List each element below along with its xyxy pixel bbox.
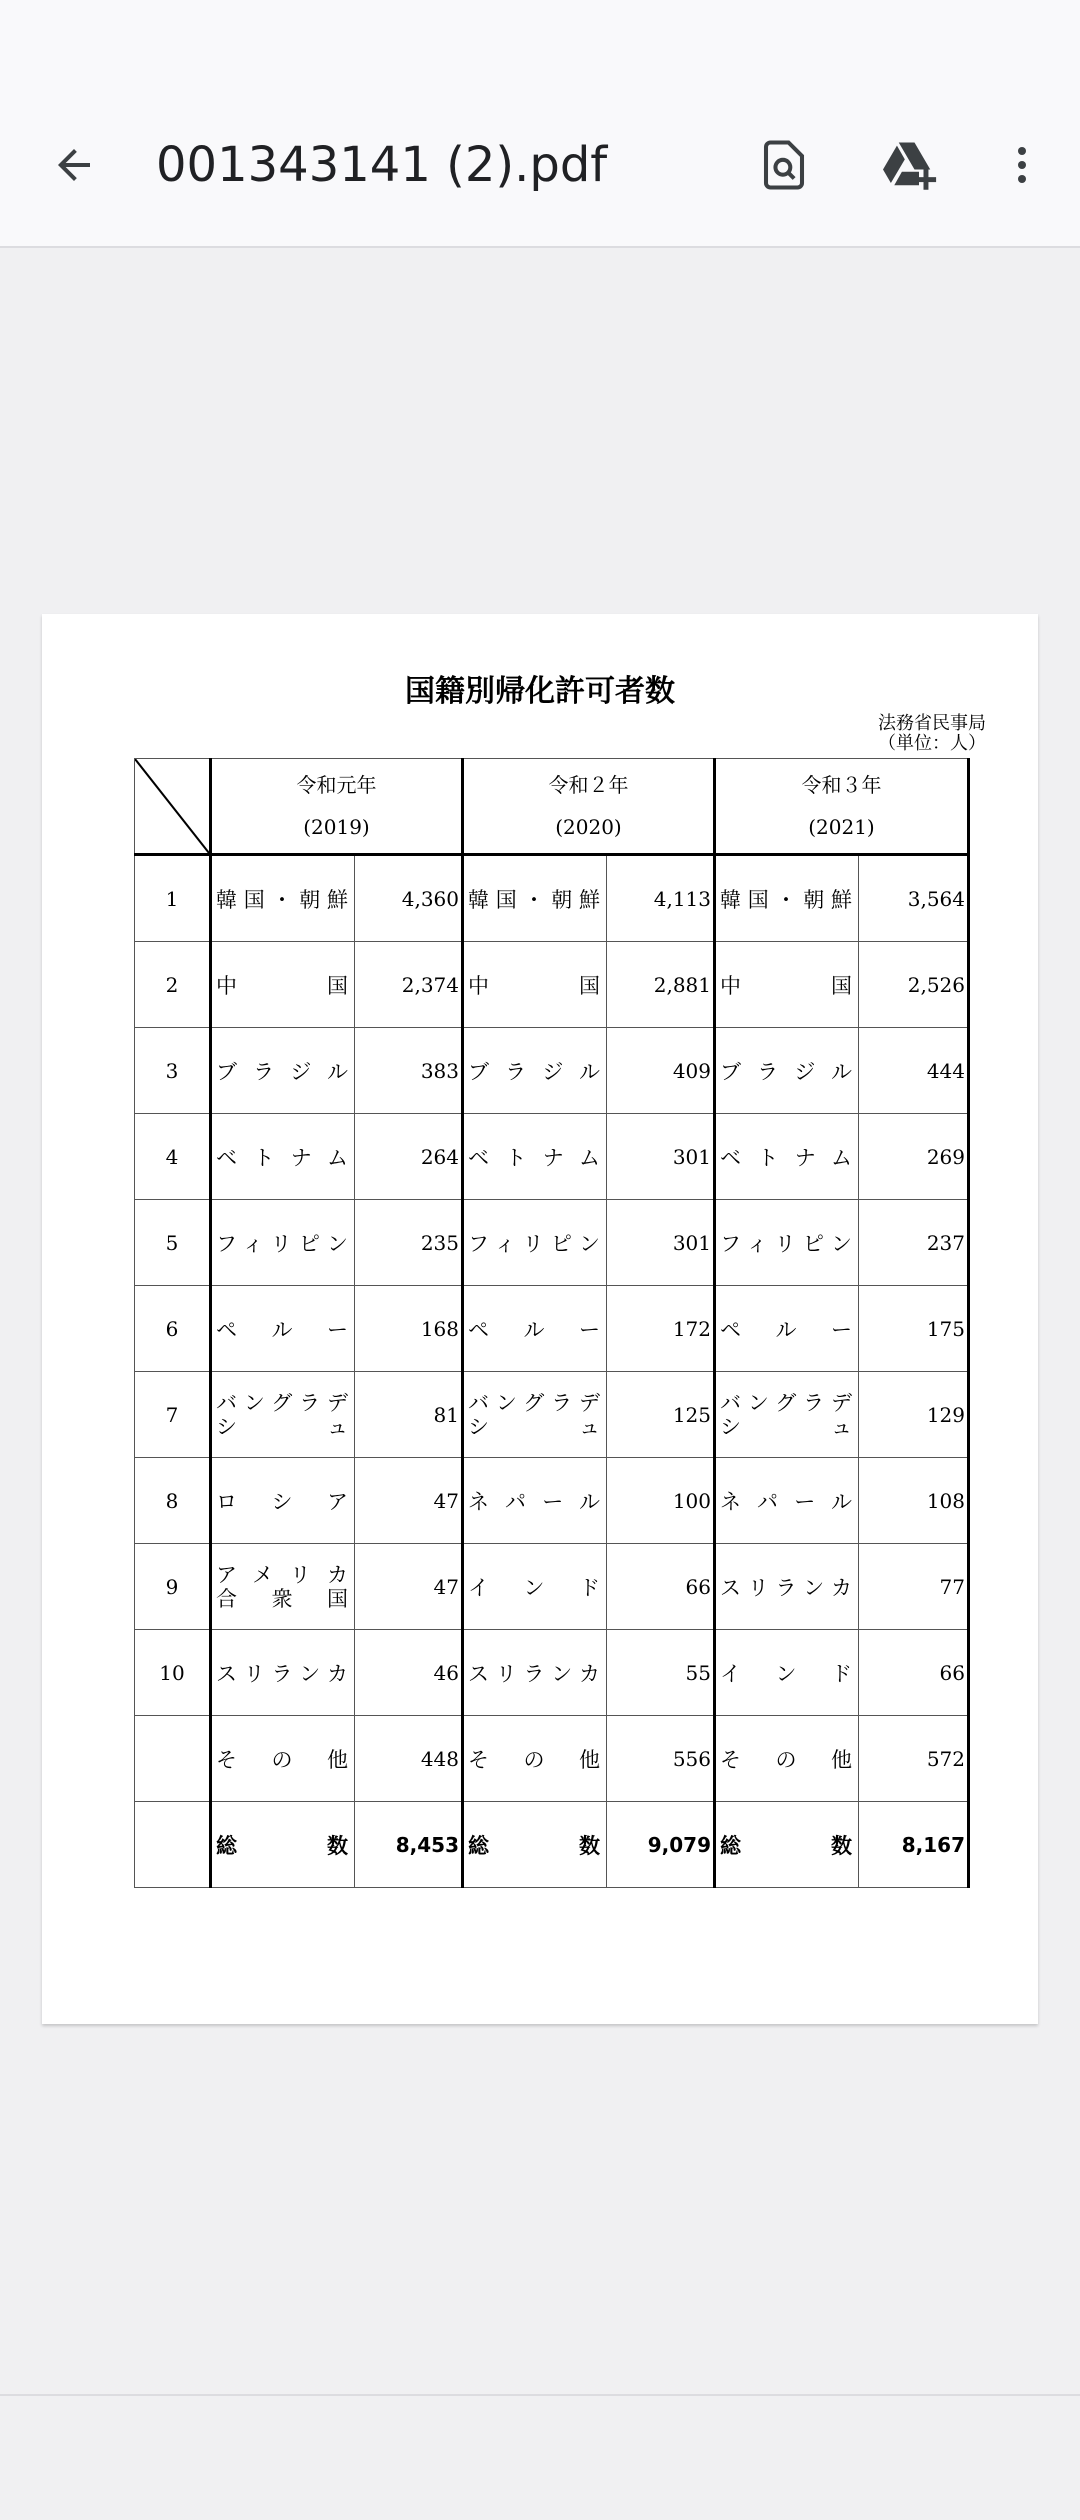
rank-cell: 1 (135, 855, 211, 942)
country-name: そ の 他 (216, 1747, 350, 1772)
country-name: ネパール (468, 1489, 602, 1514)
table-row (135, 1372, 969, 1458)
rank-cell: 5 (135, 1200, 211, 1286)
rank-cell: 10 (135, 1630, 211, 1716)
rank-cell: 2 (135, 942, 211, 1028)
country-cell (211, 855, 355, 942)
count-cell: 4,113 (607, 855, 715, 942)
country-name: アメリカ (216, 1562, 350, 1587)
country-cell (211, 1630, 355, 1716)
country-name: イ ン ド (720, 1661, 854, 1686)
country-cell (211, 1028, 355, 1114)
total-label: 総 数 (468, 1833, 602, 1858)
country-name: ブラジル (468, 1059, 602, 1084)
find-in-page-button[interactable] (742, 123, 826, 207)
country-cell (715, 1630, 859, 1716)
country-name: フィリピン (468, 1231, 602, 1256)
count-cell: 444 (859, 1028, 969, 1114)
country-name: ベトナム (720, 1145, 854, 1170)
country-name-line2: シュ (468, 1414, 602, 1439)
count-cell: 301 (607, 1114, 715, 1200)
country-name-line2: 合衆国 (216, 1586, 350, 1611)
country-name: ロ シ ア (216, 1489, 350, 1514)
count-cell: 168 (355, 1286, 463, 1372)
rank-cell (135, 1802, 211, 1888)
country-name: 中 国 (720, 973, 854, 998)
country-cell (463, 1114, 607, 1200)
total-label-cell (211, 1802, 355, 1888)
count-cell: 2,526 (859, 942, 969, 1028)
table-row (135, 942, 969, 1028)
count-cell: 47 (355, 1458, 463, 1544)
country-name: そ の 他 (468, 1747, 602, 1772)
rank-cell: 3 (135, 1028, 211, 1114)
count-cell: 556 (607, 1716, 715, 1802)
count-cell: 100 (607, 1458, 715, 1544)
table-row (135, 1114, 969, 1200)
header-row (135, 759, 969, 855)
count-cell: 2,374 (355, 942, 463, 1028)
country-name: スリランカ (468, 1661, 602, 1686)
table-row (135, 1630, 969, 1716)
count-cell: 235 (355, 1200, 463, 1286)
country-cell (715, 1544, 859, 1630)
country-name: ブラジル (720, 1059, 854, 1084)
country-cell (211, 1458, 355, 1544)
country-name: ベトナム (468, 1145, 602, 1170)
country-cell (463, 1630, 607, 1716)
country-cell (715, 1716, 859, 1802)
country-cell (463, 942, 607, 1028)
table-row (135, 1716, 969, 1802)
count-cell: 4,360 (355, 855, 463, 942)
count-cell: 2,881 (607, 942, 715, 1028)
count-cell: 175 (859, 1286, 969, 1372)
country-name: バングラデ (720, 1390, 854, 1415)
table-row (135, 1458, 969, 1544)
country-cell (463, 1716, 607, 1802)
country-cell (715, 1458, 859, 1544)
country-name: スリランカ (216, 1661, 350, 1686)
country-name: フィリピン (720, 1231, 854, 1256)
country-cell (715, 1200, 859, 1286)
count-cell: 55 (607, 1630, 715, 1716)
total-label: 総 数 (216, 1833, 350, 1858)
country-cell (211, 1544, 355, 1630)
more-options-button[interactable] (980, 123, 1064, 207)
country-name: バングラデ (468, 1390, 602, 1415)
era-label: 令和元年 (296, 773, 377, 797)
count-cell: 66 (607, 1544, 715, 1630)
country-cell (211, 1716, 355, 1802)
rank-cell: 6 (135, 1286, 211, 1372)
count-cell: 409 (607, 1028, 715, 1114)
rank-cell: 8 (135, 1458, 211, 1544)
arrow-back-icon (50, 141, 98, 189)
count-cell: 81 (355, 1372, 463, 1458)
country-name: バングラデ (216, 1390, 350, 1415)
add-to-drive-icon (880, 138, 940, 192)
year-label: (2019) (303, 815, 370, 839)
count-cell: 572 (859, 1716, 969, 1802)
pdf-page (42, 614, 1038, 2024)
total-label-cell (463, 1802, 607, 1888)
country-name: ペ ル ー (468, 1317, 602, 1342)
count-cell: 77 (859, 1544, 969, 1630)
count-cell: 383 (355, 1028, 463, 1114)
country-cell (211, 1372, 355, 1458)
country-cell (463, 1028, 607, 1114)
table-body (135, 855, 969, 1888)
file-title: 001343141 (2).pdf (156, 137, 608, 193)
year-header (463, 759, 715, 855)
total-value: 9,079 (607, 1802, 715, 1888)
table-row (135, 1544, 969, 1630)
country-name: フィリピン (216, 1231, 350, 1256)
count-cell: 3,564 (859, 855, 969, 942)
app-bar (0, 84, 1080, 248)
table-row (135, 1286, 969, 1372)
country-cell (463, 855, 607, 942)
count-cell: 66 (859, 1630, 969, 1716)
country-cell (211, 942, 355, 1028)
country-name: ベトナム (216, 1145, 350, 1170)
year-label: (2021) (808, 815, 875, 839)
country-cell (715, 1286, 859, 1372)
year-label: (2020) (555, 815, 622, 839)
era-label: 令和３年 (801, 773, 882, 797)
count-cell: 108 (859, 1458, 969, 1544)
country-cell (715, 1372, 859, 1458)
rank-cell: 7 (135, 1372, 211, 1458)
add-to-drive-button[interactable] (868, 123, 952, 207)
unit-note: （単位：人） (878, 733, 986, 754)
country-cell (463, 1458, 607, 1544)
country-cell (463, 1544, 607, 1630)
country-name: イ ン ド (468, 1575, 602, 1600)
country-cell (211, 1114, 355, 1200)
country-cell (463, 1200, 607, 1286)
year-header (211, 759, 463, 855)
country-name: 韓国・朝鮮 (720, 887, 854, 912)
count-cell: 269 (859, 1114, 969, 1200)
rank-cell: 4 (135, 1114, 211, 1200)
country-name: ペ ル ー (720, 1317, 854, 1342)
source-note (878, 714, 986, 754)
count-cell: 237 (859, 1200, 969, 1286)
rank-cell (135, 1716, 211, 1802)
count-cell: 301 (607, 1200, 715, 1286)
country-cell (715, 942, 859, 1028)
count-cell: 448 (355, 1716, 463, 1802)
source-agency: 法務省民事局 (878, 713, 986, 734)
country-cell (211, 1200, 355, 1286)
total-row (135, 1802, 969, 1888)
era-label: 令和２年 (548, 773, 629, 797)
country-name: スリランカ (720, 1575, 854, 1600)
count-cell: 129 (859, 1372, 969, 1458)
year-header (715, 759, 969, 855)
table-row (135, 1028, 969, 1114)
rank-cell: 9 (135, 1544, 211, 1630)
count-cell: 264 (355, 1114, 463, 1200)
total-label: 総 数 (720, 1833, 854, 1858)
corner-cell (135, 759, 211, 855)
country-name: 中 国 (468, 973, 602, 998)
country-cell (463, 1286, 607, 1372)
table-row (135, 855, 969, 942)
country-cell (715, 1114, 859, 1200)
country-name: そ の 他 (720, 1747, 854, 1772)
country-name: ネパール (720, 1489, 854, 1514)
country-cell (715, 1028, 859, 1114)
status-bar (0, 0, 1080, 84)
country-name: ペ ル ー (216, 1317, 350, 1342)
document-title: 国籍別帰化許可者数 (405, 674, 675, 709)
total-label-cell (715, 1802, 859, 1888)
total-value: 8,167 (859, 1802, 969, 1888)
naturalization-table (134, 758, 970, 1888)
country-name-line2: シュ (216, 1414, 350, 1439)
navigation-bar (0, 2394, 1080, 2520)
count-cell: 125 (607, 1372, 715, 1458)
count-cell: 46 (355, 1630, 463, 1716)
country-name: 韓国・朝鮮 (216, 887, 350, 912)
count-cell: 47 (355, 1544, 463, 1630)
country-cell (211, 1286, 355, 1372)
country-name: ブラジル (216, 1059, 350, 1084)
back-button[interactable] (32, 123, 116, 207)
country-name-line2: シュ (720, 1414, 854, 1439)
country-cell (715, 855, 859, 942)
count-cell: 172 (607, 1286, 715, 1372)
country-name: 韓国・朝鮮 (468, 887, 602, 912)
country-name: 中 国 (216, 973, 350, 998)
country-cell (463, 1372, 607, 1458)
table-row (135, 1200, 969, 1286)
more-vert-icon (998, 141, 1046, 189)
total-value: 8,453 (355, 1802, 463, 1888)
find-in-page-icon (757, 138, 811, 192)
